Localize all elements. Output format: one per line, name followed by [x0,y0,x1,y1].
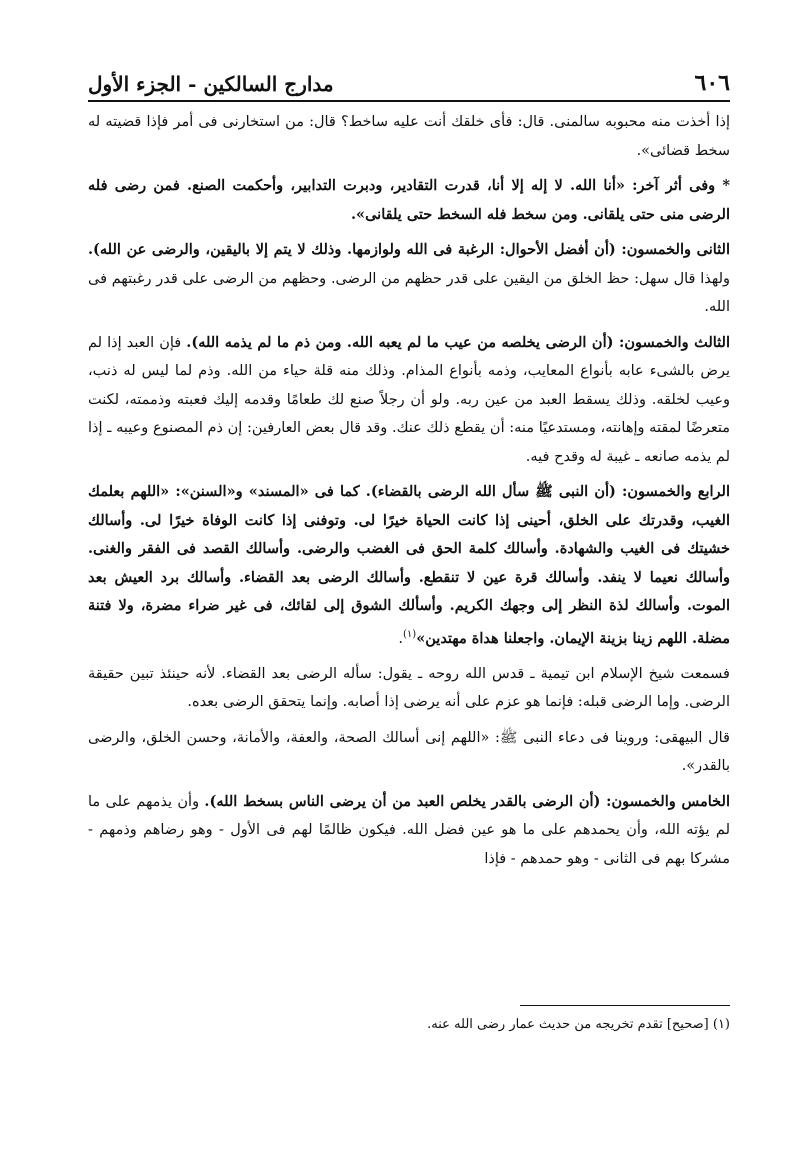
footnote [88,1014,730,1036]
paragraph-text: فإن العبد إذا لم يرض بالشىء عابه بأنواع المعايب، وذمه بأنواع المذام. وذلك منه قلة حياء من الله. وذم لما ليس له ذنب، وعيب لخلقه. وذلك يسقط العبد من عين ربه. ولو أن رجلاً صنع لك طعامًا وقدمه إليك فعبته وذممته، لكنت متعرضًا لمقته وإهانته، ومستدعيًا منه: أن يقطع ذلك عنك. وقد قال بعض العارفين: إن ذم المصنوع وعيبه ـ إذا لم يذمه صانعه ـ غيبة له وقدح فيه. [88,334,730,465]
paragraph-4 [88,329,730,472]
paragraph-text: وأن يذمهم على ما لم يؤته الله، وأن يحمدهم على ما هو عين فضل الله. فيكون ظالمًا لهم فى الأول - وهو رضاهم وذمهم - مشركا بهم فى الثانى - وهو حمدهم - فإذا [88,793,730,867]
paragraph-6 [88,660,730,717]
paragraph-text: كما فى «المسند» و«السنن»: «اللهم بعلمك الغيب، وقدرتك على الخلق، أحينى إذا كانت الحياة خيرًا لى. وتوفنى إذا كانت الوفاة خيرًا لى. وأسالك خشيتك فى الغيب والشهادة. وأسالك كلمة الحق فى الغضب والرضى. وأسالك القصد فى الفقر والغنى. وأسالك نعيما لا ينفد. وأسالك قرة عين لا تنقطع. وأسالك الرضى بعد القضاء. وأسالك برد العيش بعد الموت. وأسالك لذة النظر إلى وجهك الكريم. وأسألك الشوق إلى لقائك، فى غير ضراء مضرة، ولا فتنة مضلة. اللهم زينا بزينة الإيمان. واجعلنا هداة مهتدين» [88,483,730,647]
page-header [88,60,730,102]
paragraph-text: فسمعت شيخ الإسلام ابن تيمية ـ قدس الله روحه ـ يقول: سأله الرضى بعد القضاء. لأنه حينئذ تبين حقيقة الرضى. وإما الرضى قبله: فإنما هو عزم على أنه يرضى إذا أصابه. وإنما يتحقق الرضى بعده. [88,665,730,711]
paragraph-text: إذا أخذت منه محبوبه سالمنى. قال: فأى خلقك أنت عليه ساخط؟ قال: من استخارنى فى أمر فإذا قضيته له سخط قضائى». [88,114,730,159]
paragraph-lead: الخامس والخمسون: (أن الرضى بالقدر يخلص العبد من أن يرضى الناس بسخط الله). [204,792,730,810]
paragraph-lead: الرابع والخمسون: (أن النبى ﷺ سأل الله الرضى بالقضاء). [365,483,730,500]
paragraph-text: قال البيهقى: وروينا فى دعاء النبى ﷺ: «اللهم إنى أسالك الصحة، والعفة، والأمانة، وحسن الخلق، والرضى بالقدر». [88,729,730,775]
paragraph-8 [88,788,730,874]
footnote-divider [520,1005,730,1006]
paragraph-tail: . [398,630,403,647]
paragraph-1 [88,108,730,165]
paragraph-3 [88,236,730,322]
page-number: ٦٠٦ [694,70,730,96]
running-title: مدارج السالكين - الجزء الأول [88,72,334,96]
paragraph-text: ولهذا قال سهل: حظ الخلق من اليقين على قدر حظهم من الرضى. وحظهم من الرضى على قدر رغبتهم فى الله. [88,270,730,315]
paragraph-5 [88,478,730,653]
main-text [88,108,730,880]
paragraph-7 [88,724,730,781]
paragraph-text: * وفى أثر آخر: «أنا الله. لا إله إلا أنا، قدرت التقادير، ودبرت التدابير، وأحكمت الصنع. فمن رضى فله الرضى منى حتى يلقانى. ومن سخط فله السخط حتى يلقانى». [88,177,730,223]
footnote-text: (١) [صحيح] تقدم تخريجه من حديث عمار رضى الله عنه. [427,1017,730,1032]
paragraph-2 [88,172,730,229]
footnote-ref: (١) [403,628,417,640]
paragraph-lead: الثالث والخمسون: (أن الرضى يخلصه من عيب ما لم يعبه الله. ومن ذم ما لم يذمه الله). [186,333,730,351]
paragraph-lead: الثانى والخمسون: (أن أفضل الأحوال: الرغبة فى الله ولوازمها. وذلك لا يتم إلا باليقين، والرضى عن الله). [88,241,730,258]
